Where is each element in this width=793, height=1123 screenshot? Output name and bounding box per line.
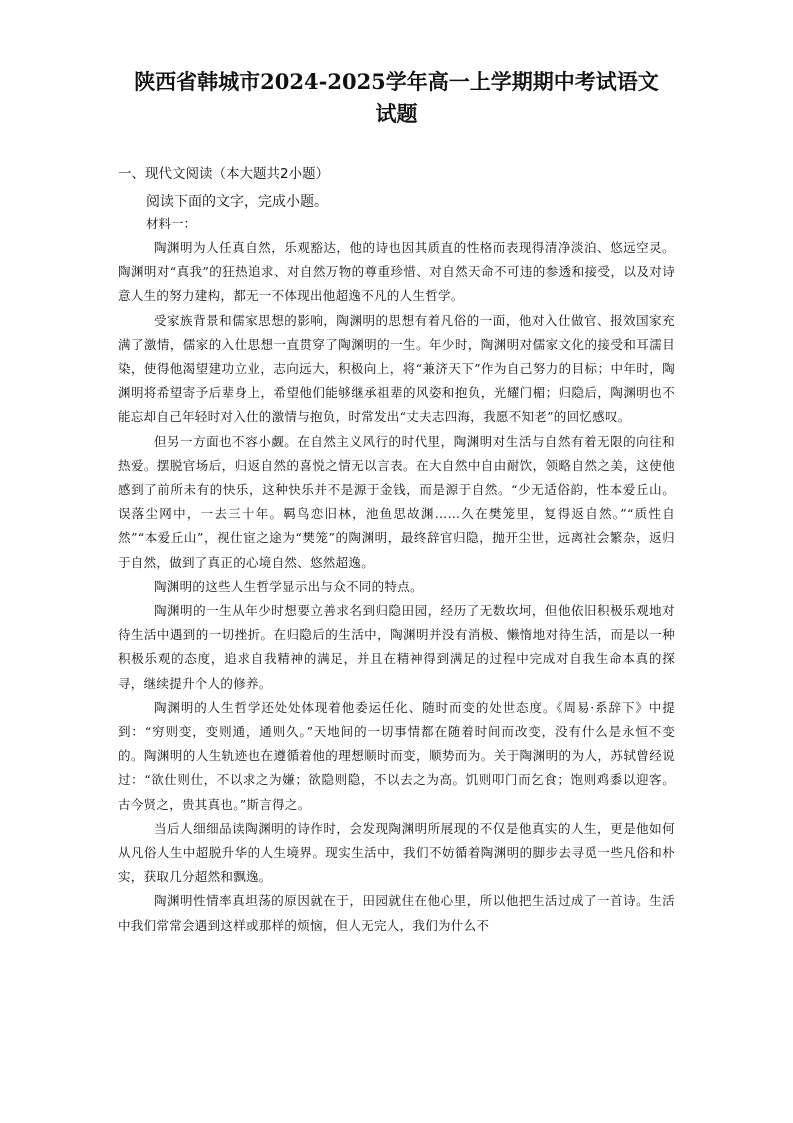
material-label: 材料一： — [146, 216, 197, 231]
passage-paragraph: 但另一方面也不容小觑。在自然主义风行的时代里，陶渊明对生活与自然有着无限的向往和热爱。摆脱官场后，归返自然的喜悦之情无以言表。在大自然中自由耐饮，领略自然之美，这使他感到了前所未有的快乐，这种快乐并不是源于金钱，而是源于自然。“少无适俗韵，性本爱丘山。误落尘网中，一去三十年。羁鸟恋旧林，池鱼思故渊……久在樊笼里，复得返自然。”“质性自然”“本爱丘山”，视仕宦之途为“樊笼”的陶渊明，最终辞官归隐，抛开尘世，远离社会繁杂，返归于自然，做到了真正的心境自然、悠然超逸。 — [118, 433, 675, 570]
passage-paragraph: 陶渊明为人任真自然，乐观豁达，他的诗也因其质直的性格而表现得清净淡泊、悠远空灵。陶渊明对“真我”的狂热追求、对自然万物的尊重珍惜、对自然天命不可违的参透和接受，以及对诗意人生的努力建构，都无一不体现出他超逸不凡的人生哲学。 — [118, 240, 675, 304]
passage-paragraph: 陶渊明的一生从年少时想要立善求名到归隐田园，经历了无数坎坷，但他依旧积极乐观地对待生活中遇到的一切挫折。在归隐后的生活中，陶渊明并没有消极、懒惰地对待生活，而是以一种积极乐观的态度，追求自我精神的满足，并且在精神得到满足的过程中完成对自我生命本真的探寻，继续提升个人的修养。 — [118, 603, 675, 691]
passage-paragraph: 陶渊明性情率真坦荡的原因就在于，田园就住在他心里，所以他把生活过成了一首诗。生活中我们常常会遇到这样或那样的烦恼，但人无完人，我们为什么不 — [118, 893, 675, 933]
reading-instruction: 阅读下面的文字，完成小题。 — [146, 194, 328, 210]
passage-paragraph: 受家族背景和儒家思想的影响，陶渊明的思想有着凡俗的一面，他对入仕做官、报效国家充满了激情，儒家的入仕思想一直贯穿了陶渊明的一生。年少时，陶渊明对儒家文化的接受和耳濡目染，使得他渴望建功立业，志向远大，积极向上，将“兼济天下”作为自己努力的目标；中年时，陶渊明将希望寄予后辈身上，希望他们能够继承祖辈的风姿和抱负，光耀门楣；归隐后，陶渊明也不能忘却自己年轻时对入仕的激情与抱负，时常发出“丈夫志四海，我愿不知老”的回忆感叹。 — [118, 312, 675, 425]
passage-paragraph: 陶渊明的这些人生哲学显示出与众不同的特点。 — [154, 578, 423, 594]
document-title: 陕西省韩城市2024-2025学年高一上学期期中考试语文试题 — [134, 69, 659, 126]
passage-paragraph: 当后人细细品读陶渊明的诗作时，会发现陶渊明所展现的不仅是他真实的人生，更是他如何从凡俗人生中超脱升华的人生境界。现实生活中，我们不妨循着陶渊明的脚步去寻觅一些凡俗和朴实，获取几分超然和飘逸。 — [118, 820, 675, 885]
passage-paragraph: 陶渊明的人生哲学还处处体现着他委运任化、随时而变的处世态度。《周易·系辞下》中提到：“穷则变，变则通，通则久。”天地间的一切事情都在随着时间而改变，没有什么是永恒不变的。陶渊明的人生轨迹也在遵循着他的理想顺时而变，顺势而为。关于陶渊明的为人，苏轼曾经说过：“欲仕则仕，不以求之为嫌；欲隐则隐，不以去之为高。饥则叩门而乞食；饱则鸡黍以迎客。古今贤之，贵其真也。”斯言得之。 — [118, 699, 675, 812]
passage-body — [118, 236, 675, 938]
section-heading: 一、现代文阅读（本大题共2小题） — [118, 166, 330, 182]
